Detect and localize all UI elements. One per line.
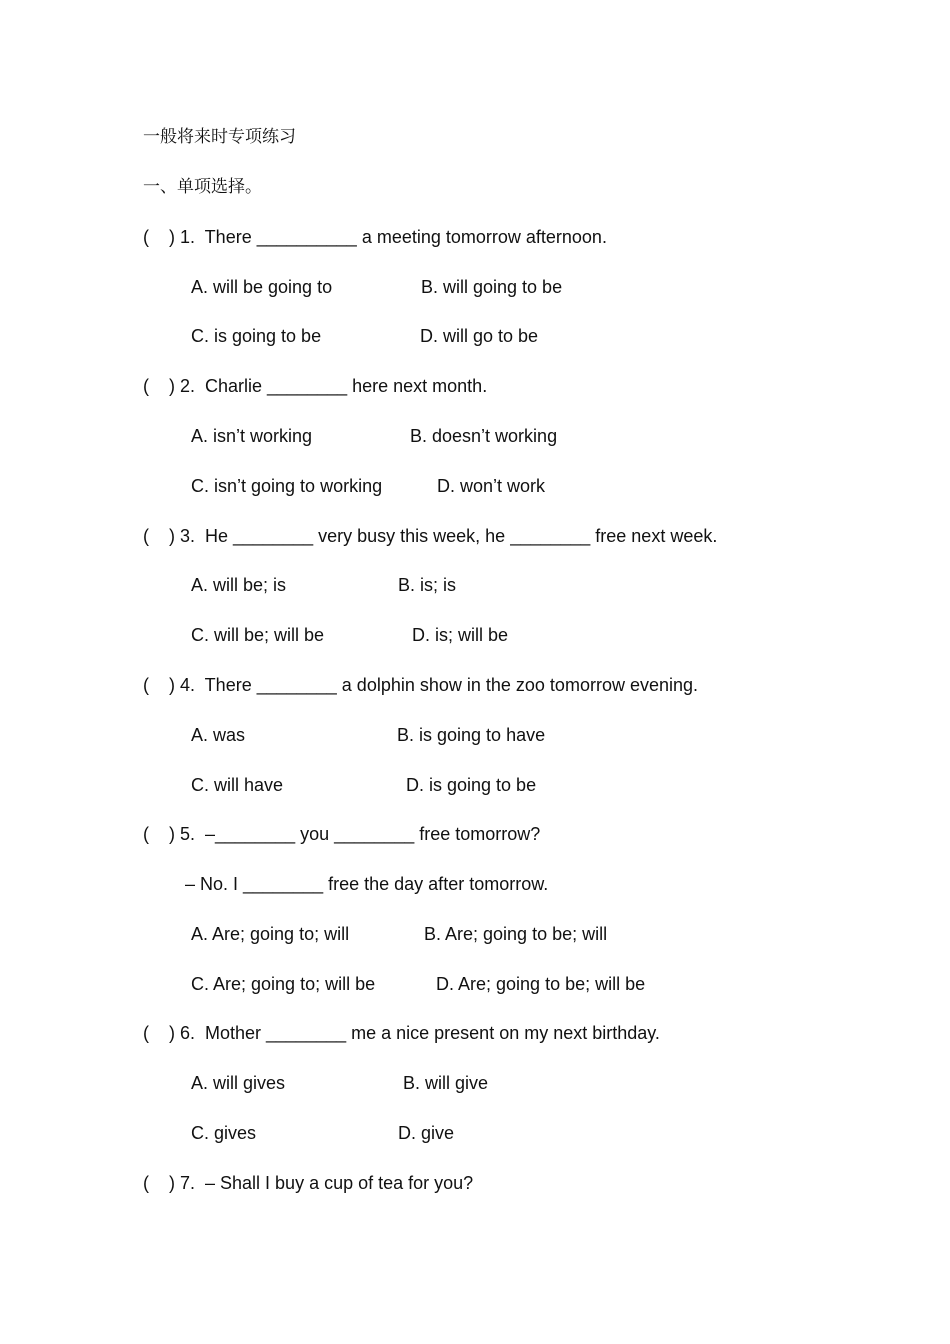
question-2-option-a: A. isn’t working <box>191 426 313 446</box>
question-2-option-b: B. doesn’t working <box>410 426 558 446</box>
question-3-option-b: B. is; is <box>398 575 457 595</box>
question-5-stem: ( ) 5. –________ you ________ free tomorrow? <box>143 824 541 844</box>
question-3-option-a: A. will be; is <box>191 575 287 595</box>
question-5-option-b: B. Are; going to be; will <box>424 924 608 944</box>
question-2-option-d: D. won’t work <box>437 476 546 496</box>
question-5-reply: – No. I ________ free the day after tomorrow. <box>185 874 549 894</box>
question-1-option-a: A. will be going to <box>191 277 333 297</box>
question-2-stem: ( ) 2. Charlie ________ here next month. <box>143 376 488 396</box>
question-4-option-a: A. was <box>191 725 246 745</box>
question-6-option-d: D. give <box>398 1123 455 1143</box>
question-6-stem: ( ) 6. Mother ________ me a nice present on my next birthday. <box>143 1023 660 1043</box>
question-4-stem: ( ) 4. There ________ a dolphin show in the zoo tomorrow evening. <box>143 675 699 695</box>
question-5-option-d: D. Are; going to be; will be <box>436 974 646 994</box>
section-heading: 一、单项选择。 <box>143 177 262 197</box>
question-3-option-d: D. is; will be <box>412 625 509 645</box>
question-7-stem: ( ) 7. – Shall I buy a cup of tea for you? <box>143 1173 474 1193</box>
question-5-option-a: A. Are; going to; will <box>191 924 350 944</box>
question-4-option-c: C. will have <box>191 775 284 795</box>
question-4-option-d: D. is going to be <box>406 775 537 795</box>
question-2-option-c: C. isn’t going to working <box>191 476 383 496</box>
question-3-stem: ( ) 3. He ________ very busy this week, he ________ free next week. <box>143 526 718 546</box>
page-title: 一般将来时专项练习 <box>143 127 296 147</box>
question-1-option-d: D. will go to be <box>420 326 539 346</box>
question-6-option-c: C. gives <box>191 1123 257 1143</box>
question-1-option-c: C. is going to be <box>191 326 322 346</box>
question-1-option-b: B. will going to be <box>421 277 563 297</box>
question-4-option-b: B. is going to have <box>397 725 546 745</box>
question-3-option-c: C. will be; will be <box>191 625 325 645</box>
question-5-option-c: C. Are; going to; will be <box>191 974 376 994</box>
question-6-option-b: B. will give <box>403 1073 489 1093</box>
question-6-option-a: A. will gives <box>191 1073 286 1093</box>
question-1-stem: ( ) 1. There __________ a meeting tomorrow afternoon. <box>143 227 607 247</box>
